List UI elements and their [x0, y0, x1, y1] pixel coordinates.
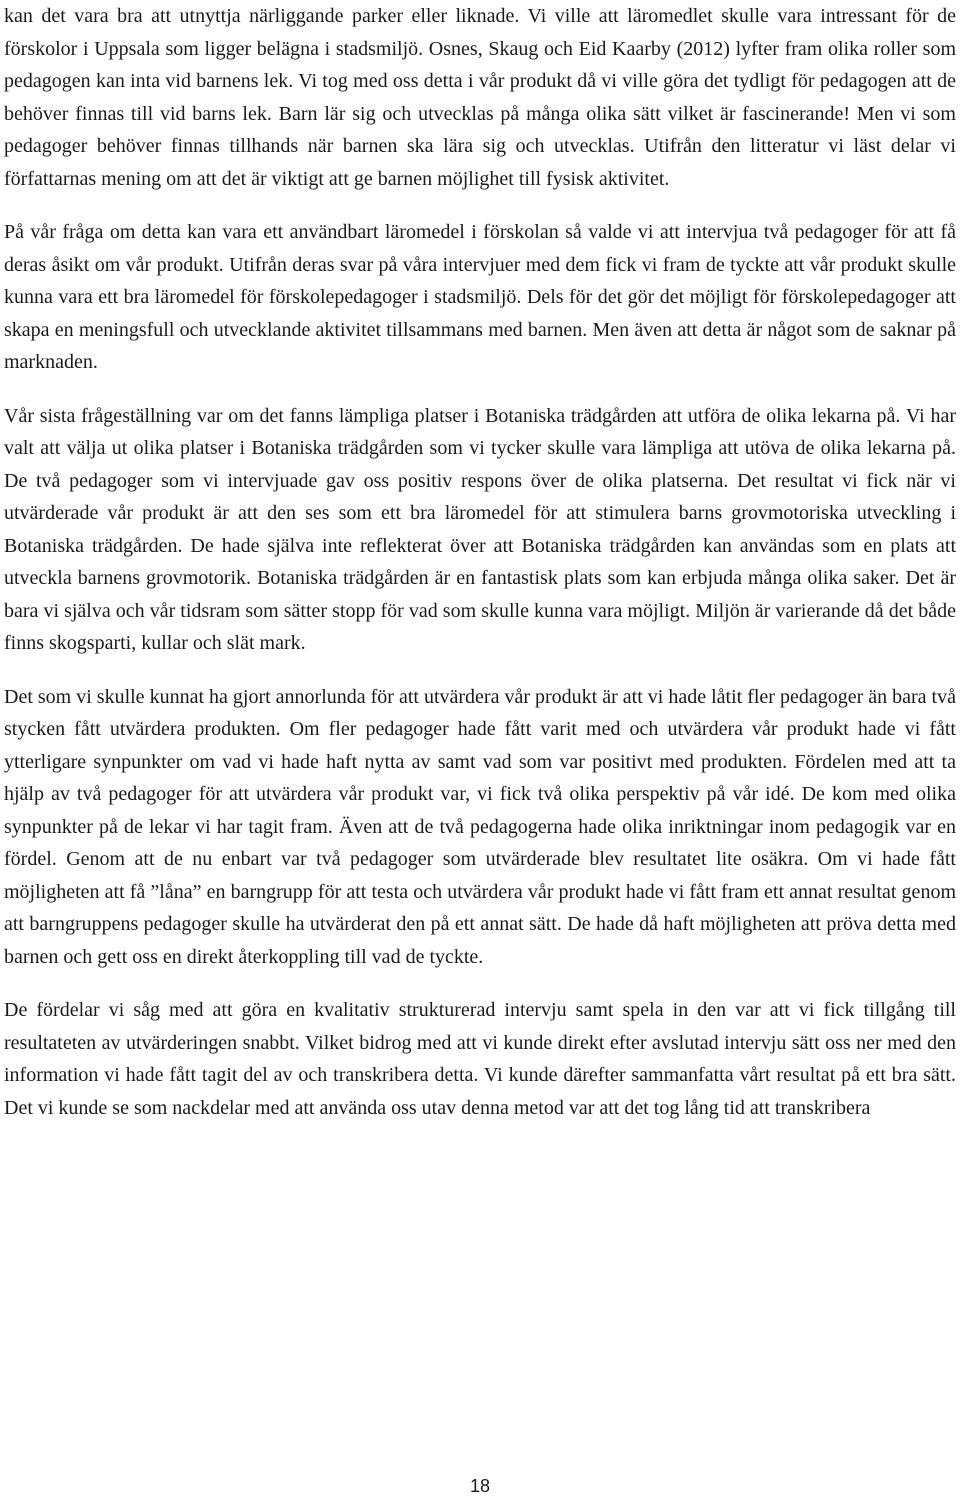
sentence: kan det vara bra att utnyttja närliggande parker eller liknade.: [4, 5, 520, 27]
page-number: 18: [469, 1476, 491, 1496]
sentence: Det resultat vi fick när vi utvärderade vår produkt är att den ses som ett bra läromedel för att stimulera barns grovmotoriska utveckling i Botaniska trädgården.: [4, 469, 956, 557]
paragraph-2: [4, 216, 956, 379]
sentence: Dels för det gör det möjligt för förskolepedagoger att skapa en meningsfull och utvecklande aktivitet tillsammans med barnen.: [4, 286, 956, 341]
sentence: Osnes, Skaug och Eid Kaarby (2012) lyfter fram olika roller som pedagogen kan inta vid barnens lek.: [4, 37, 957, 92]
sentence: På vår fråga om detta kan vara ett användbart läromedel i förskolan så valde vi att intervjua två pedagoger för att få deras åsikt om vår produkt.: [4, 221, 956, 276]
sentence: Om vi hade fått möjligheten att få ”låna” en barngrupp för att testa och utvärdera vår produkt hade vi fått fram ett annat resultat genom att barngruppens pedagoger skulle ha utvärderat den på ett annat sätt.: [4, 848, 956, 935]
sentence: Det som vi skulle kunnat ha gjort annorlunda för att utvärdera vår produkt är att vi hade låtit fler pedagoger än bara två stycken fått utvärdera produkten.: [4, 685, 956, 740]
sentence: De hade själva inte reflekterat över att Botaniska trädgården kan användas som en plats att utveckla barnens grovmotorik.: [4, 534, 957, 589]
sentence: Men även att detta är något som de saknar på marknaden.: [4, 318, 956, 373]
sentence: Det är bara vi själva och vår tidsram som sätter stopp för vad som skulle kunna vara möjligt.: [4, 567, 957, 622]
sentence: De två pedagoger som vi intervjuade gav oss positiv respons över de olika platserna.: [4, 469, 729, 492]
sentence: Vi tog med oss detta i vår produkt då vi ville göra det tydligt för pedagogen att de behöver finnas till vid barns lek.: [4, 70, 957, 125]
paragraph-4: [4, 681, 956, 974]
sentence: Genom att de nu enbart var två pedagoger som utvärderade blev resultatet lite osäkra.: [56, 848, 809, 870]
sentence: Vi har valt att välja ut olika platser i Botaniska trädgården som vi tycker skulle vara lämpliga att utöva de olika lekarna på.: [4, 404, 956, 459]
paragraph-1: [4, 0, 956, 195]
sentence: Vi kunde därefter sammanfatta vårt resultat på ett bra sätt.: [478, 1064, 956, 1086]
sentence: Barn lär sig och utvecklas på många olika sätt vilket är fascinerande!: [271, 102, 851, 125]
sentence: Även att de två pedagogerna hade olika inriktningar inom pedagogik var en fördel.: [4, 815, 956, 870]
sentence: De kom med olika synpunkter på de lekar vi har tagit fram.: [4, 783, 956, 838]
sentence: Vilket bidrog med att vi kunde direkt efter avslutad intervju sätt oss ner med den information vi hade fått tagit del av och transkribera detta.: [4, 1031, 956, 1086]
paragraph-3: [4, 400, 956, 660]
paragraph-5: [4, 994, 956, 1124]
sentence: Om fler pedagoger hade fått varit med och utvärdera vår produkt hade vi fått ytterligare synpunkter om vad vi hade haft nytta av samt vad som var positivt med produkten.: [4, 718, 956, 773]
sentence: Men vi som pedagoger behöver finnas tillhands när barnen ska lära sig och utvecklas.: [4, 102, 956, 157]
sentence: Miljön är varierande då det både finns skogsparti, kullar och slät mark.: [4, 599, 956, 654]
sentence: Vår sista frågeställning var om det fanns lämpliga platser i Botaniska trädgården att utföra de olika lekarna på.: [4, 404, 901, 427]
sentence: Vi ville att läromedlet skulle vara intressant för de förskolor i Uppsala som ligger belägna i stadsmiljö.: [4, 5, 957, 60]
sentence: Det vi kunde se som nackdelar med att använda oss utav denna metod var att det tog lång tid att transkribera: [4, 1096, 871, 1119]
sentence: Utifrån deras svar på våra intervjuer med dem fick vi fram de tyckte att vår produkt skulle kunna vara ett bra läromedel för förskolepedagoger i stadsmiljö.: [4, 253, 956, 308]
sentence: Utifrån den litteratur vi läst delar vi författarnas mening om att det är viktigt att ge barnen möjlighet till fysisk aktivitet.: [4, 135, 956, 190]
sentence: Botaniska trädgården är en fantastisk plats som kan erbjuda många olika saker.: [251, 567, 900, 589]
sentence: De fördelar vi såg med att göra en kvalitativ strukturerad intervju samt spela in den var att vi fick tillgång till resultateten av utvärderingen snabbt.: [4, 999, 956, 1054]
document-page: [4, 0, 956, 1145]
sentence: Fördelen med att ta hjälp av två pedagoger för att utvärdera vår produkt var, vi fick två olika perspektiv på vår idé.: [4, 750, 956, 805]
sentence: De hade då haft möjligheten att pröva detta med barnen och gett oss en direkt återkoppling till vad de tyckte.: [4, 913, 956, 968]
